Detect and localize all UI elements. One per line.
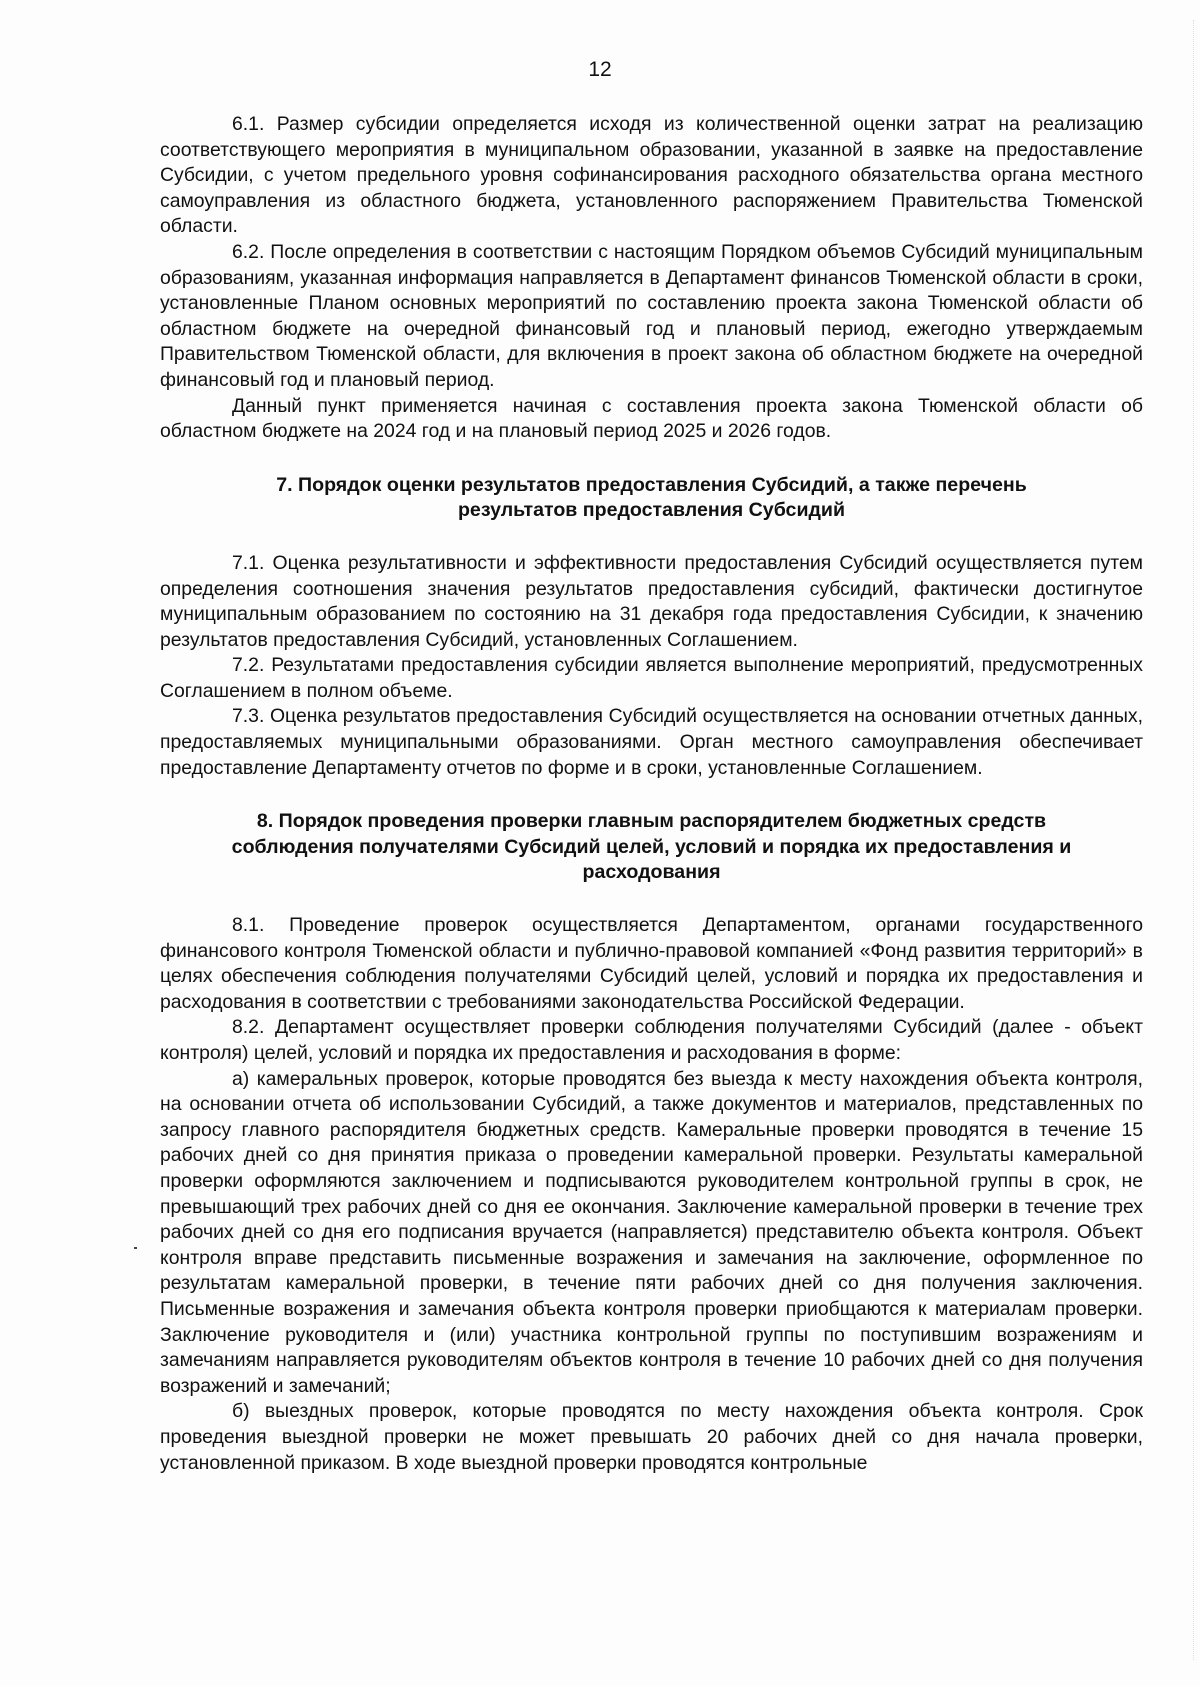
section-7-heading	[160, 473, 1143, 524]
page-number: 12	[588, 58, 612, 81]
paragraph-8-2-a: а) камеральных проверок, которые проводятся без выезда к месту нахождения объекта контроля, на основании отчета об использовании Субсидий, а также документов и материалов, представленных по запросу главного распорядителя бюджетных средств. Камеральные проверки проводятся в течение 15 рабочих дней со дня принятия приказа о проведении камеральной проверки. Результаты камеральной проверки оформляются заключением и подписываются руководителем контрольной группы в срок, не превышающий трех рабочих дней со дня ее окончания. Заключение камеральной проверки в течение трех рабочих дней со дня его подписания вручается (направляется) представителю объекта контроля. Объект контроля вправе представить письменные возражения и замечания на заключение, оформленное по результатам камеральной проверки, в течение пяти рабочих дней со дня получения заключения. Письменные возражения и замечания объекта контроля проверки приобщаются к материалам проверки. Заключение руководителя и (или) участника контрольной группы по поступившим возражениям и замечаниям направляется руководителям объектов контроля в течение 10 рабочих дней со дня получения возражений и замечаний;	[160, 1067, 1143, 1397]
section-7	[160, 551, 1143, 781]
section-8-heading	[160, 809, 1143, 886]
paragraph-8-2: 8.2. Департамент осуществляет проверки соблюдения получателями Субсидий (далее - объект контроля) целей, условий и порядка их предоставления и расходования в форме:	[160, 1016, 1143, 1064]
paragraph-7-3: 7.3. Оценка результатов предоставления Субсидий осуществляется на основании отчетных данных, предоставляемых муниципальными образованиями. Орган местного самоуправления обеспечивает предоставление Департаменту отчетов по форме и в сроки, установленные Соглашением.	[160, 705, 1143, 779]
paragraph-8-2-b: б) выездных проверок, которые проводятся по месту нахождения объекта контроля. Срок проведения выездной проверки не может превышать 20 рабочих дней со дня начала проверки, установленной приказом. В ходе выездной проверки проводятся контрольные	[160, 1400, 1143, 1474]
section-8-heading-line-3: расходования	[582, 861, 721, 884]
paragraph-6-2: 6.2. После определения в соответствии с настоящим Порядком объемов Субсидий муниципальным образованиям, указанная информация направляется в Департамент финансов Тюменской области в сроки, установленные Планом основных мероприятий по составлению проекта закона Тюменской области об областном бюджете на очередной финансовый год и плановый период, ежегодно утверждаемым Правительством Тюменской области, для включения в проект закона об областном бюджете на очередной финансовый год и плановый период.	[160, 240, 1143, 391]
paragraph-8-1: 8.1. Проведение проверок осуществляется Департаментом, органами государственного финансового контроля Тюменской области и публично-правовой компанией «Фонд развития территорий» в целях обеспечения соблюдения получателями Субсидий целей, условий и порядка их предоставления и расходования в соответствии с требованиями законодательства Российской Федерации.	[160, 914, 1143, 1013]
paragraph-7-2: 7.2. Результатами предоставления субсидии является выполнение мероприятий, предусмотренных Соглашением в полном объеме.	[160, 654, 1143, 702]
section-7-heading-line-1: 7. Порядок оценки результатов предоставления Субсидий, а также перечень	[276, 473, 1027, 496]
scan-dot-artifact	[134, 1247, 137, 1249]
section-7-heading-line-2: результатов предоставления Субсидий	[457, 499, 846, 522]
section-8-heading-line-2: соблюдения получателями Субсидий целей, условий и порядка их предоставления и	[231, 835, 1072, 858]
paragraph-6-note: Данный пункт применяется начиная с составления проекта закона Тюменской области об областном бюджете на 2024 год и на плановый период 2025 и 2026 годов.	[160, 394, 1143, 443]
paragraph-6-1: 6.1. Размер субсидии определяется исходя из количественной оценки затрат на реализацию соответствующего мероприятия в муниципальном образовании, указанной в заявке на предоставление Субсидии, с учетом предельного уровня софинансирования расходного обязательства органа местного самоуправления из областного бюджета, установленного распоряжением Правительства Тюменской области.	[160, 113, 1143, 238]
section-8-heading-line-1: 8. Порядок проведения проверки главным распорядителем бюджетных средств	[256, 810, 1047, 833]
scan-edge-artifact	[1189, 20, 1194, 1660]
document-body	[160, 112, 1143, 1476]
section-8	[160, 913, 1143, 1476]
paragraph-7-1: 7.1. Оценка результативности и эффективности предоставления Субсидий осуществляется путем определения соотношения значения результатов предоставления субсидий, фактически достигнутое муниципальным образованием по состоянию на 31 декабря года предоставления Субсидии, к значению результатов предоставления Субсидий, установленных Соглашением.	[160, 551, 1143, 651]
section-6	[160, 112, 1143, 445]
